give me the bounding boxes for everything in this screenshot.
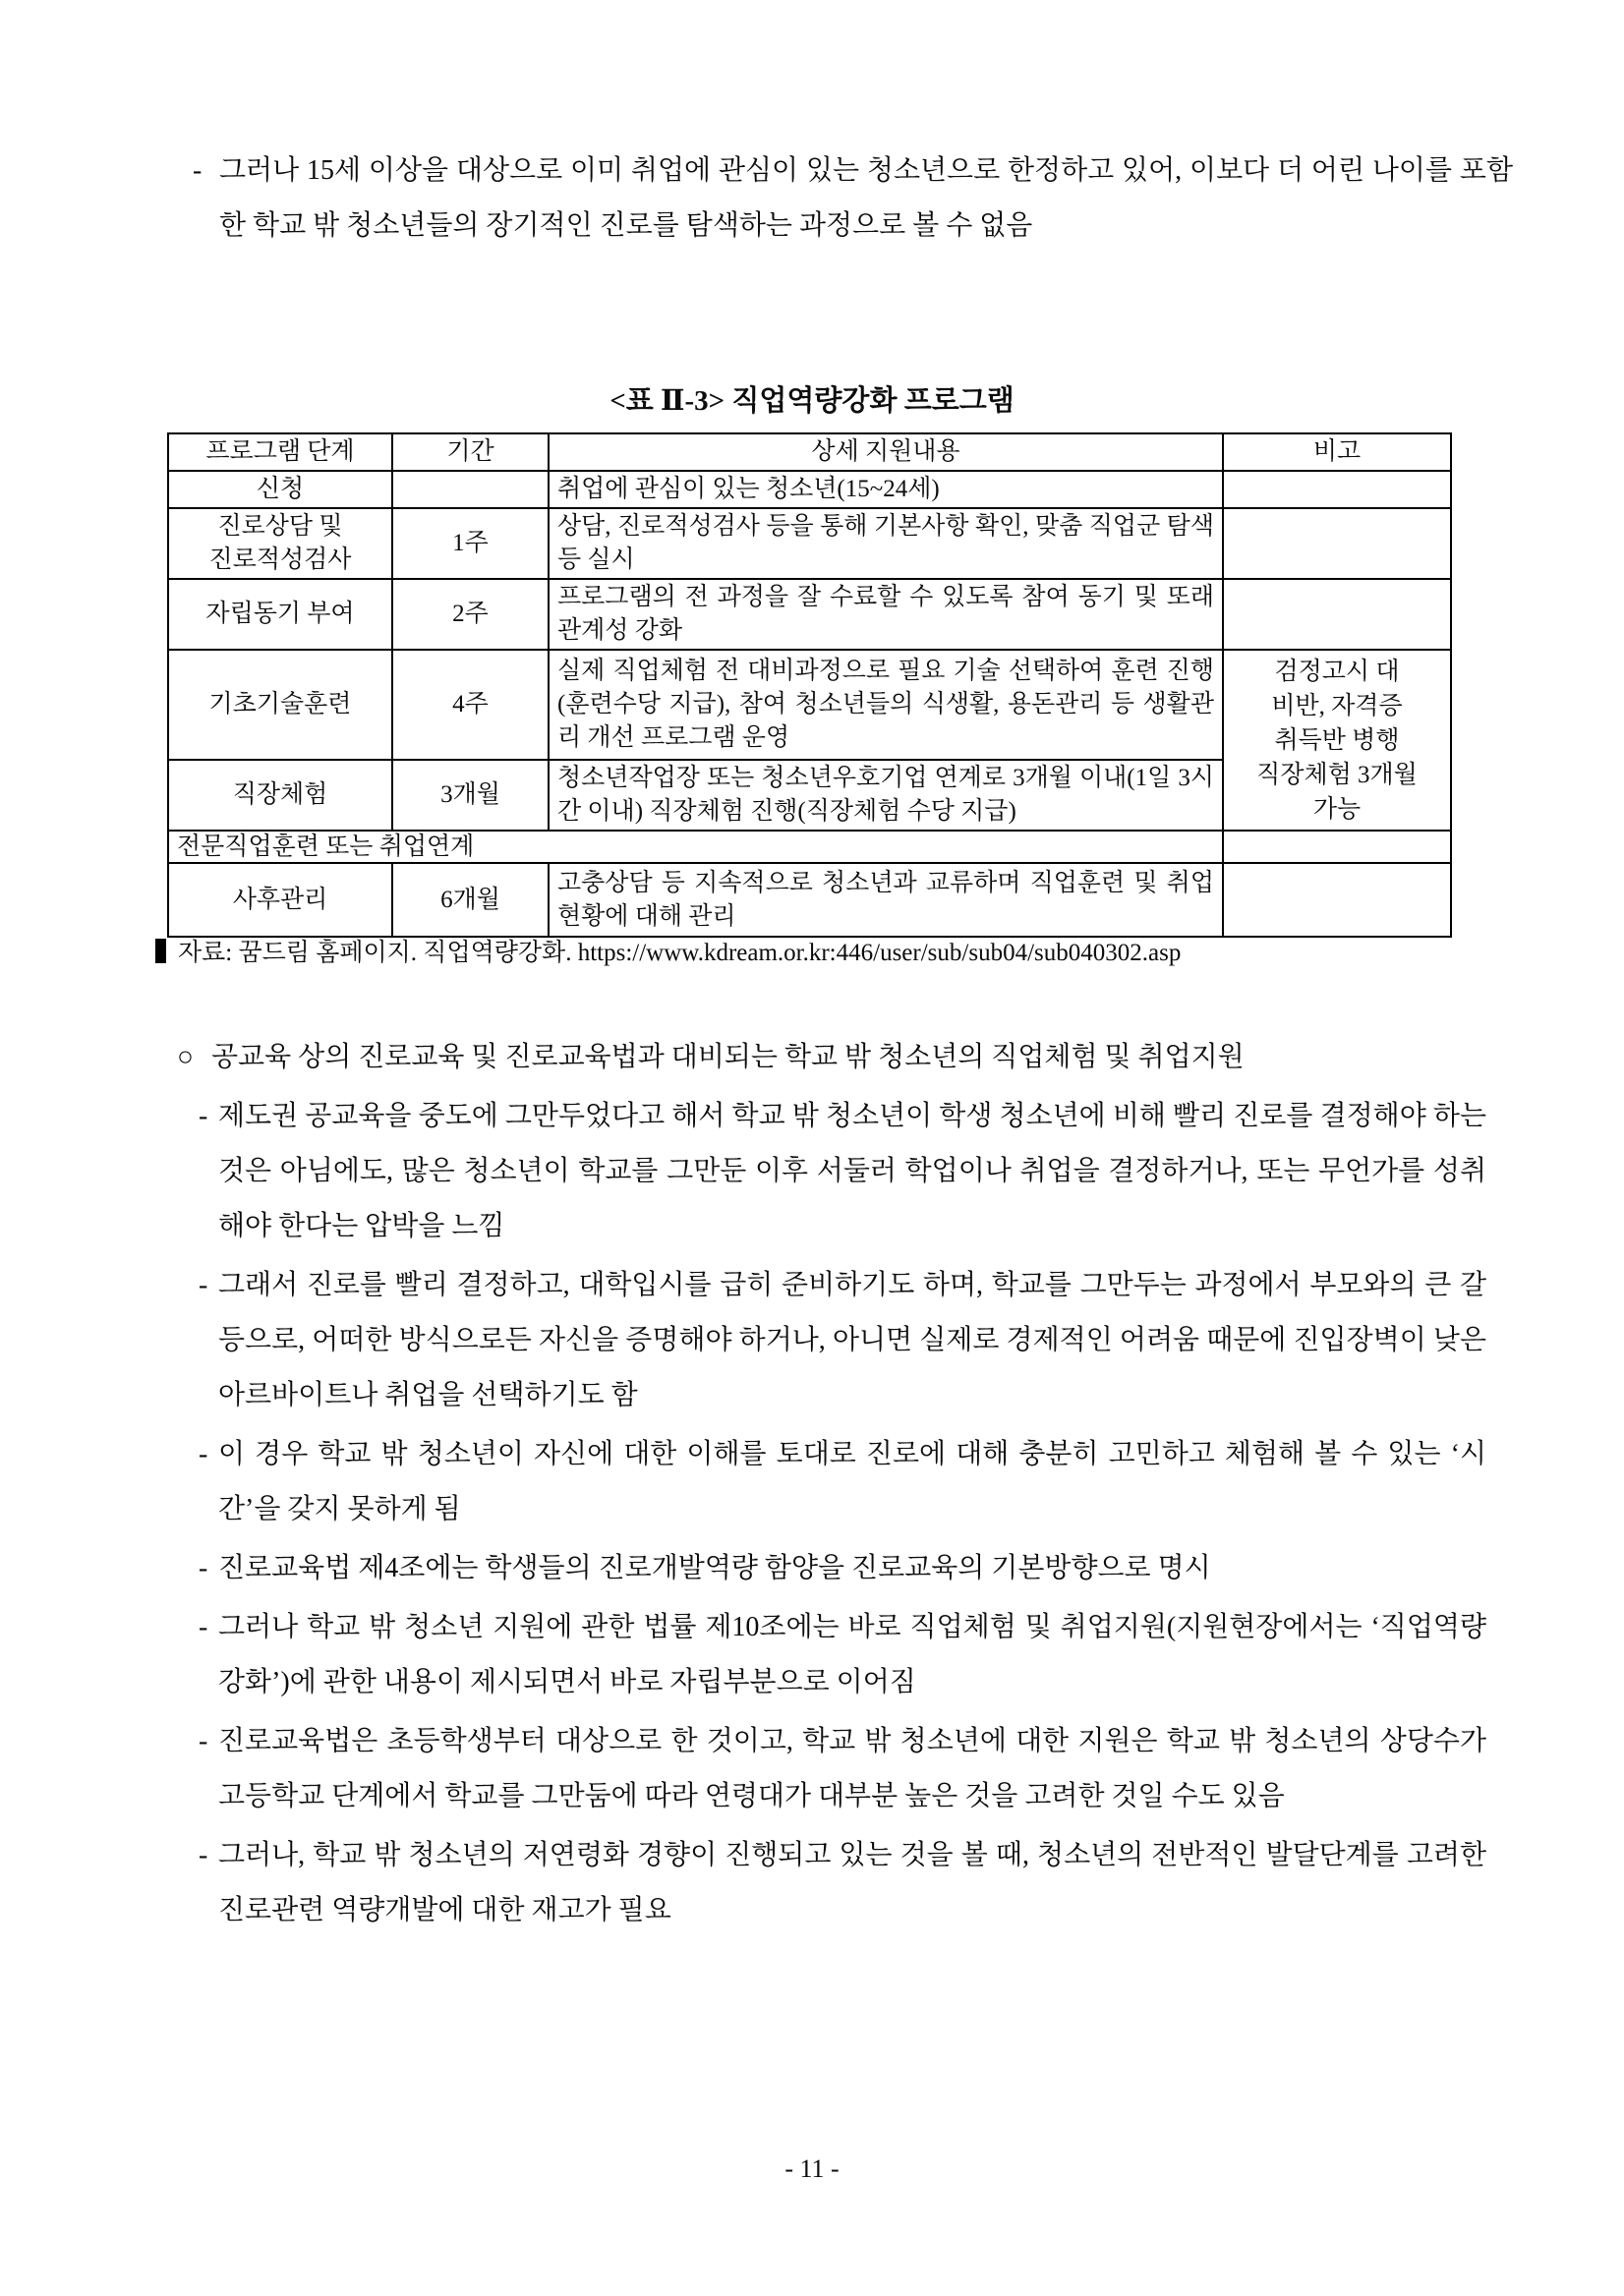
dash-bullet-marker: - xyxy=(193,155,203,186)
intro-text: 그러나 15세 이상을 대상으로 이미 취업에 관심이 있는 청소년으로 한정하고 있어, 이보다 더 어린 나이를 포함한 학교 밖 청소년들의 장기적인 진로를 탐색하는 과정으로 볼 수 없음 xyxy=(219,155,1513,241)
dash-bullet-marker: - xyxy=(199,1270,208,1300)
dash-bullet-marker: - xyxy=(199,1439,208,1469)
circle-bullet-marker: ○ xyxy=(177,1042,194,1072)
note-line: 취득반 병행 xyxy=(1274,726,1400,754)
table-row xyxy=(168,508,1451,579)
list-item-text: 그러나 학교 밖 청소년 지원에 관한 법률 제10조에는 바로 직업체험 및 취업지원(지원현장에서는 ‘직업역량강화’)에 관한 내용이 제시되면서 바로 자립부분으로 이어짐 xyxy=(218,1612,1486,1697)
list-item xyxy=(177,1030,1486,1085)
cell-note-merged xyxy=(1223,650,1451,831)
table-row xyxy=(168,863,1451,937)
list-item-text: 그러나, 학교 밖 청소년의 저연령화 경향이 진행되고 있는 것을 볼 때, 청소년의 전반적인 발달단계를 고려한 진로관련 역량개발에 대한 재고가 필요 xyxy=(218,1840,1486,1925)
table-row xyxy=(168,471,1451,508)
list-item xyxy=(177,1600,1486,1710)
list-item-text: 제도권 공교육을 중도에 그만두었다고 해서 학교 밖 청소년이 학생 청소년에 비해 빨리 진로를 결정해야 하는 것은 아님에도, 많은 청소년이 학교를 그만둔 이후 서둘러 학업이나 취업을 결정하거나, 또는 무언가를 성취해야 한다는 압박을 느낌 xyxy=(218,1101,1486,1241)
program-table xyxy=(167,432,1452,938)
list-item-text: 그래서 진로를 빨리 결정하고, 대학입시를 급히 준비하기도 하며, 학교를 그만두는 과정에서 부모와의 큰 갈등으로, 어떠한 방식으로든 자신을 증명해야 하거나, 아니면 실제로 경제적인 어려움 때문에 진입장벽이 낮은 아르바이트나 취업을 선택하기도 함 xyxy=(218,1270,1486,1410)
table-row xyxy=(168,650,1451,760)
note-line: 직장체험 3개월 xyxy=(1256,761,1418,788)
dash-bullet-marker: - xyxy=(199,1101,208,1131)
program-table-wrapper xyxy=(167,432,1452,938)
table-title: <표 Ⅱ-3> 직업역량강화 프로그램 xyxy=(609,385,1015,417)
cell-detail: 상담, 진로적성검사 등을 통해 기본사항 확인, 맞춤 직업군 탐색 등 실시 xyxy=(549,508,1223,579)
cell-detail: 청소년작업장 또는 청소년우호기업 연계로 3개월 이내(1일 3시간 이내) 직장체험 진행(직장체험 수당 지급) xyxy=(549,760,1223,831)
cell-detail: 실제 직업체험 전 대비과정으로 필요 기술 선택하여 훈련 진행(훈련수당 지급), 참여 청소년들의 식생활, 용돈관리 등 생활관리 개선 프로그램 운영 xyxy=(549,650,1223,760)
cell-duration xyxy=(392,471,549,508)
dash-bullet-marker: - xyxy=(199,1840,208,1870)
header-note: 비고 xyxy=(1223,433,1451,471)
cell-stage: 신청 xyxy=(168,471,392,508)
cell-stage: 자립동기 부여 xyxy=(168,579,392,650)
dash-bullet-marker: - xyxy=(199,1553,208,1583)
intro-paragraph xyxy=(193,144,1513,254)
dash-bullet-marker: - xyxy=(199,1612,208,1642)
cell-stage: 사후관리 xyxy=(168,863,392,937)
cell-duration: 1주 xyxy=(392,508,549,579)
page-number: - 11 - xyxy=(784,2154,840,2183)
cell-note xyxy=(1223,579,1451,650)
header-detail: 상세 지원내용 xyxy=(549,433,1223,471)
cell-stage: 직장체험 xyxy=(168,760,392,831)
cell-stage: 진로상담 및 진로적성검사 xyxy=(168,508,392,579)
note-line: 비반, 자격증 xyxy=(1271,692,1403,719)
note-line: 검정고시 대 xyxy=(1274,658,1400,685)
table-row-merged xyxy=(168,831,1451,863)
list-item xyxy=(177,1258,1486,1423)
cell-note xyxy=(1223,508,1451,579)
cell-detail: 취업에 관심이 있는 청소년(15~24세) xyxy=(549,471,1223,508)
list-item-text: 이 경우 학교 밖 청소년이 자신에 대한 이해를 토대로 진로에 대해 충분히 고민하고 체험해 볼 수 있는 ‘시간’을 갖지 못하게 됨 xyxy=(218,1439,1486,1524)
source-bar-icon xyxy=(155,939,166,963)
dash-bullet-marker: - xyxy=(199,1726,208,1756)
cell-detail: 프로그램의 전 과정을 잘 수료할 수 있도록 참여 동기 및 또래 관계성 강화 xyxy=(549,579,1223,650)
cell-duration: 4주 xyxy=(392,650,549,760)
list-item-text: 공교육 상의 진로교육 및 진로교육법과 대비되는 학교 밖 청소년의 직업체험 및 취업지원 xyxy=(211,1042,1245,1072)
list-item-text: 진로교육법은 초등학생부터 대상으로 한 것이고, 학교 밖 청소년에 대한 지원은 학교 밖 청소년의 상당수가 고등학교 단계에서 학교를 그만둠에 따라 연령대가 대부분 높은 것을 고려한 것일 수도 있음 xyxy=(218,1726,1486,1811)
cell-duration: 2주 xyxy=(392,579,549,650)
source-text: 자료: 꿈드림 홈페이지. 직업역량강화. https://www.kdream.or.kr:446/user/sub/sub04/sub040302.asp xyxy=(178,940,1182,966)
cell-note xyxy=(1223,863,1451,937)
cell-detail: 고충상담 등 지속적으로 청소년과 교류하며 직업훈련 및 취업 현황에 대해 관리 xyxy=(549,863,1223,937)
header-duration: 기간 xyxy=(392,433,549,471)
cell-note xyxy=(1223,471,1451,508)
cell-note xyxy=(1223,831,1451,863)
table-header-row xyxy=(168,433,1451,471)
list-item xyxy=(177,1089,1486,1254)
cell-merged-text: 전문직업훈련 또는 취업연계 xyxy=(168,831,1223,863)
note-line: 가능 xyxy=(1312,795,1362,823)
list-item xyxy=(177,1828,1486,1938)
list-item xyxy=(177,1427,1486,1537)
list-item xyxy=(177,1541,1486,1596)
list-item-text: 진로교육법 제4조에는 학생들의 진로개발역량 함양을 진로교육의 기본방향으로 명시 xyxy=(218,1553,1211,1583)
table-source-line xyxy=(155,936,1532,970)
list-item xyxy=(177,1714,1486,1824)
header-stage: 프로그램 단계 xyxy=(168,433,392,471)
cell-duration: 3개월 xyxy=(392,760,549,831)
cell-stage: 기초기술훈련 xyxy=(168,650,392,760)
bullet-list xyxy=(177,1030,1486,1942)
cell-duration: 6개월 xyxy=(392,863,549,937)
table-row xyxy=(168,579,1451,650)
